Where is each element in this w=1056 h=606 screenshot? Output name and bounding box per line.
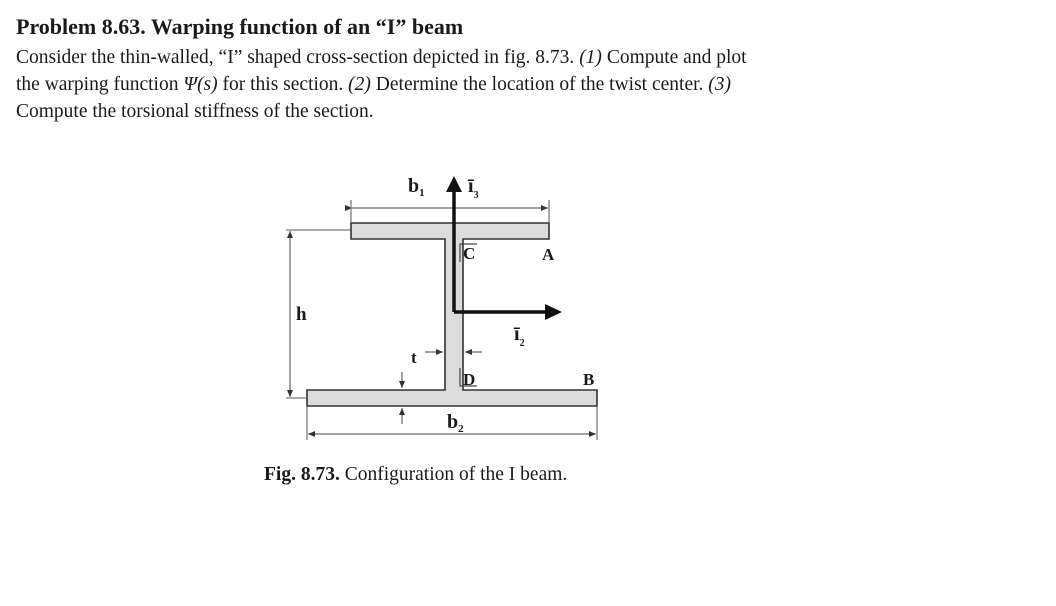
label-h: h [296, 304, 307, 325]
statement-text: Determine the location of the twist center. [375, 74, 704, 95]
dimension-h-bottom-arrow [287, 390, 293, 397]
statement-text: Compute the torsional stiffness of the section. [16, 101, 374, 122]
label-i2: $ī_2$ [514, 323, 525, 349]
label-t: t [411, 348, 417, 367]
axis-i3-arrowhead [446, 176, 462, 192]
label-b1: $b_1$ [408, 175, 425, 199]
statement-text: Consider the thin-walled, “I” shaped cross-section depicted in fig. 8.73. [16, 47, 575, 68]
item-marker-1: (1) [579, 47, 602, 68]
label-d: D [463, 370, 476, 389]
label-b: B [583, 370, 595, 389]
dimension-h-top-arrow [287, 231, 293, 238]
statement-text: Compute and plot [606, 47, 747, 68]
statement-text: the warping function [16, 74, 179, 95]
statement-text: for this section. [222, 74, 344, 95]
psi-symbol: Ψ [183, 74, 198, 95]
label-a: A [542, 245, 555, 264]
problem-title: Problem 8.63. Warping function of an “I” beam [16, 14, 464, 39]
caption-label: Fig. 8.73. [264, 464, 340, 485]
label-c: C [463, 244, 476, 263]
figure-caption [264, 462, 567, 488]
label-b2: $b_2$ [447, 411, 464, 435]
item-marker-2: (2) [348, 74, 371, 95]
dimension-b2-start-arrow [308, 431, 315, 437]
axis-i2-arrowhead [545, 304, 562, 320]
psi-argument: (s) [197, 74, 218, 95]
label-i3: $ī_3$ [468, 175, 479, 201]
item-marker-3: (3) [708, 74, 732, 95]
caption-text: Configuration of the I beam. [344, 464, 568, 485]
